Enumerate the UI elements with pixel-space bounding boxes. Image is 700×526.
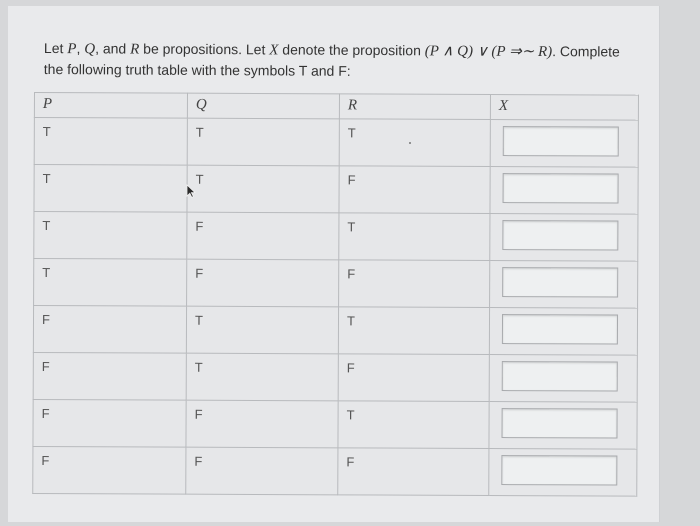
answer-input[interactable] xyxy=(501,455,617,486)
cell-r xyxy=(339,119,490,167)
cell-r xyxy=(338,354,489,402)
answer-input[interactable] xyxy=(503,173,619,204)
cell-value: T xyxy=(346,313,355,329)
cell-p xyxy=(34,259,187,307)
table-row xyxy=(34,212,638,262)
table-row xyxy=(33,306,637,356)
cell-value: F xyxy=(347,266,356,282)
header-x xyxy=(490,94,638,120)
table-row xyxy=(33,446,637,496)
cell-value: F xyxy=(195,218,204,234)
table-row xyxy=(34,118,638,168)
cell-r xyxy=(338,401,489,449)
cell-value: T xyxy=(42,265,51,281)
cell-value: T xyxy=(42,218,51,234)
answer-input[interactable] xyxy=(502,267,618,298)
cell-x xyxy=(489,354,637,402)
cell-p xyxy=(33,446,186,494)
cell-value: F xyxy=(194,453,203,469)
header-p-label: P xyxy=(42,96,53,113)
cell-p xyxy=(34,212,187,260)
variable-q: Q xyxy=(84,41,96,58)
cell-x xyxy=(490,166,638,214)
cell-p xyxy=(34,118,187,166)
question-text-fragment: denote the proposition xyxy=(278,41,425,59)
cell-value: F xyxy=(346,360,355,376)
cell-value: F xyxy=(195,265,204,281)
cell-q xyxy=(187,212,339,260)
mouse-pointer-icon xyxy=(186,184,196,198)
cell-p xyxy=(33,306,186,354)
cell-r xyxy=(339,166,490,214)
cell-r xyxy=(338,448,489,496)
cell-x xyxy=(490,260,638,308)
header-q-label: Q xyxy=(195,96,207,113)
variable-p: P xyxy=(67,41,77,58)
header-q xyxy=(187,93,339,119)
cell-value: F xyxy=(41,453,50,469)
cell-value: T xyxy=(194,359,203,375)
question-card xyxy=(8,6,660,522)
cell-q xyxy=(186,400,338,448)
cell-value: F xyxy=(347,172,356,188)
cell-x xyxy=(490,213,638,261)
cell-q xyxy=(186,306,338,354)
cell-value: F xyxy=(194,406,203,422)
truth-table xyxy=(32,92,639,497)
answer-input[interactable] xyxy=(502,361,618,392)
cell-x xyxy=(489,401,637,449)
cell-r xyxy=(339,213,490,261)
variable-r: R xyxy=(130,41,140,58)
cell-p xyxy=(33,399,186,447)
cell-q xyxy=(187,165,339,213)
cell-r xyxy=(339,260,490,308)
answer-input[interactable] xyxy=(502,314,618,345)
header-x-label: X xyxy=(498,98,509,115)
cell-value: T xyxy=(347,219,356,235)
cell-p xyxy=(34,165,187,213)
question-text xyxy=(44,38,654,83)
cell-r xyxy=(338,307,489,355)
cell-q xyxy=(187,259,339,307)
cell-value: F xyxy=(41,406,50,422)
table-row xyxy=(33,352,637,402)
proposition-formula: (P ∧ Q) ∨ (P ⇒∼ R) xyxy=(424,43,553,61)
cell-value: F xyxy=(346,454,355,470)
answer-input[interactable] xyxy=(501,408,617,439)
cell-p xyxy=(33,352,186,400)
cell-q xyxy=(186,447,338,495)
cell-value: T xyxy=(195,124,204,140)
header-r xyxy=(339,94,490,120)
variable-x: X xyxy=(269,42,279,59)
cell-value: T xyxy=(346,407,355,423)
answer-input[interactable] xyxy=(503,126,619,157)
question-line-2: the following truth table with the symbols T and F: xyxy=(43,60,351,79)
question-text-fragment: . Complete xyxy=(552,43,620,60)
cell-value: T xyxy=(195,171,204,187)
table-row xyxy=(34,165,638,215)
cell-value: F xyxy=(41,359,50,375)
question-text-fragment: , and xyxy=(95,40,131,57)
question-text-fragment: , xyxy=(76,40,85,57)
cell-x xyxy=(489,307,637,355)
cell-q xyxy=(186,353,338,401)
cell-value: T xyxy=(194,312,203,328)
table-row xyxy=(34,259,638,309)
header-p xyxy=(34,93,187,119)
header-r-label: R xyxy=(347,97,358,114)
cell-value: T xyxy=(42,171,51,187)
cell-value: T xyxy=(347,125,356,141)
cell-q xyxy=(187,118,339,166)
table-row xyxy=(33,399,637,449)
cell-x xyxy=(490,119,638,167)
cell-x xyxy=(489,448,637,496)
question-text-fragment: be propositions. Let xyxy=(139,40,270,58)
header-row xyxy=(34,93,638,121)
screen-speck xyxy=(409,142,411,144)
question-text-fragment: Let xyxy=(43,39,68,57)
cell-value: F xyxy=(41,312,50,328)
answer-input[interactable] xyxy=(502,220,618,251)
cell-value: T xyxy=(42,124,51,140)
